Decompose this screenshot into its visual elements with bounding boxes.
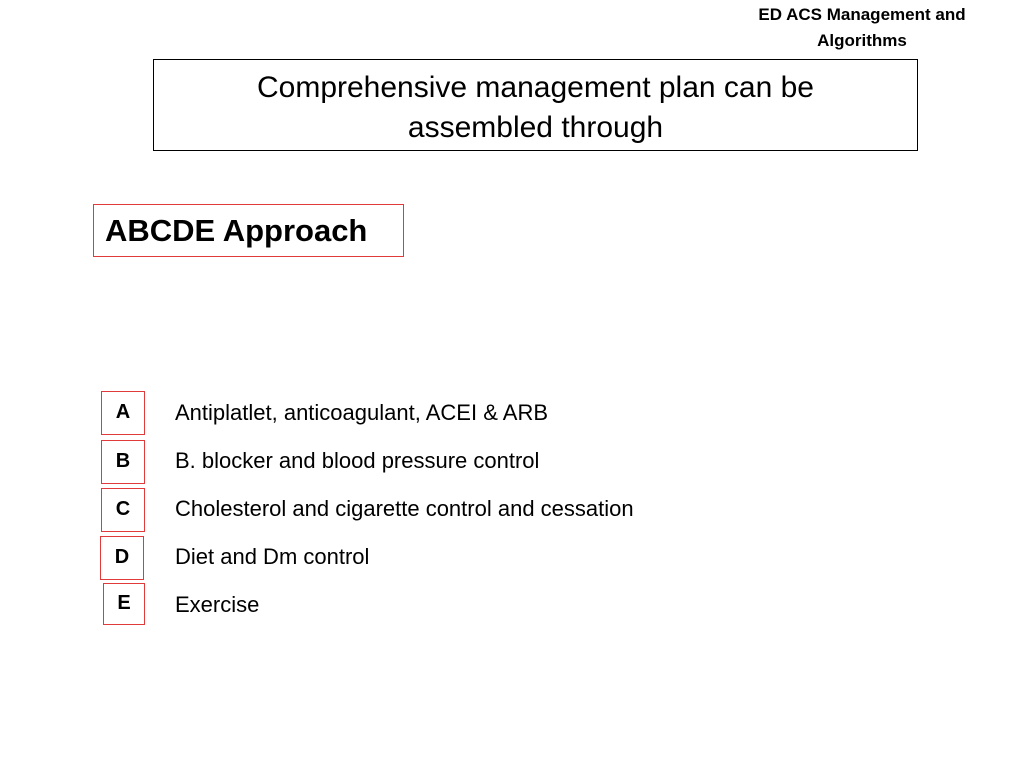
item-text-c: Cholesterol and cigarette control and cessation bbox=[175, 496, 634, 521]
slide-title-line-2: assembled through bbox=[407, 111, 664, 144]
letter-box-b: B bbox=[101, 440, 145, 484]
slide-title-box bbox=[153, 59, 918, 151]
letter-box-c: C bbox=[101, 488, 145, 532]
item-text-b: B. blocker and blood pressure control bbox=[175, 448, 540, 473]
letter-box-e: E bbox=[103, 583, 145, 625]
slide-header bbox=[712, 2, 1012, 54]
slide-header-line-1: ED ACS Management and bbox=[758, 5, 966, 24]
slide-title-line-1: Comprehensive management plan can be bbox=[256, 71, 814, 104]
letter-box-d: D bbox=[100, 536, 144, 580]
item-text-d: Diet and Dm control bbox=[175, 544, 370, 569]
abcde-approach-label: ABCDE Approach bbox=[93, 204, 404, 257]
letter-box-a: A bbox=[101, 391, 145, 435]
slide-header-line-2: Algorithms bbox=[817, 31, 907, 50]
item-text-a: Antiplatlet, anticoagulant, ACEI & ARB bbox=[175, 400, 549, 425]
item-text-e: Exercise bbox=[175, 592, 260, 617]
